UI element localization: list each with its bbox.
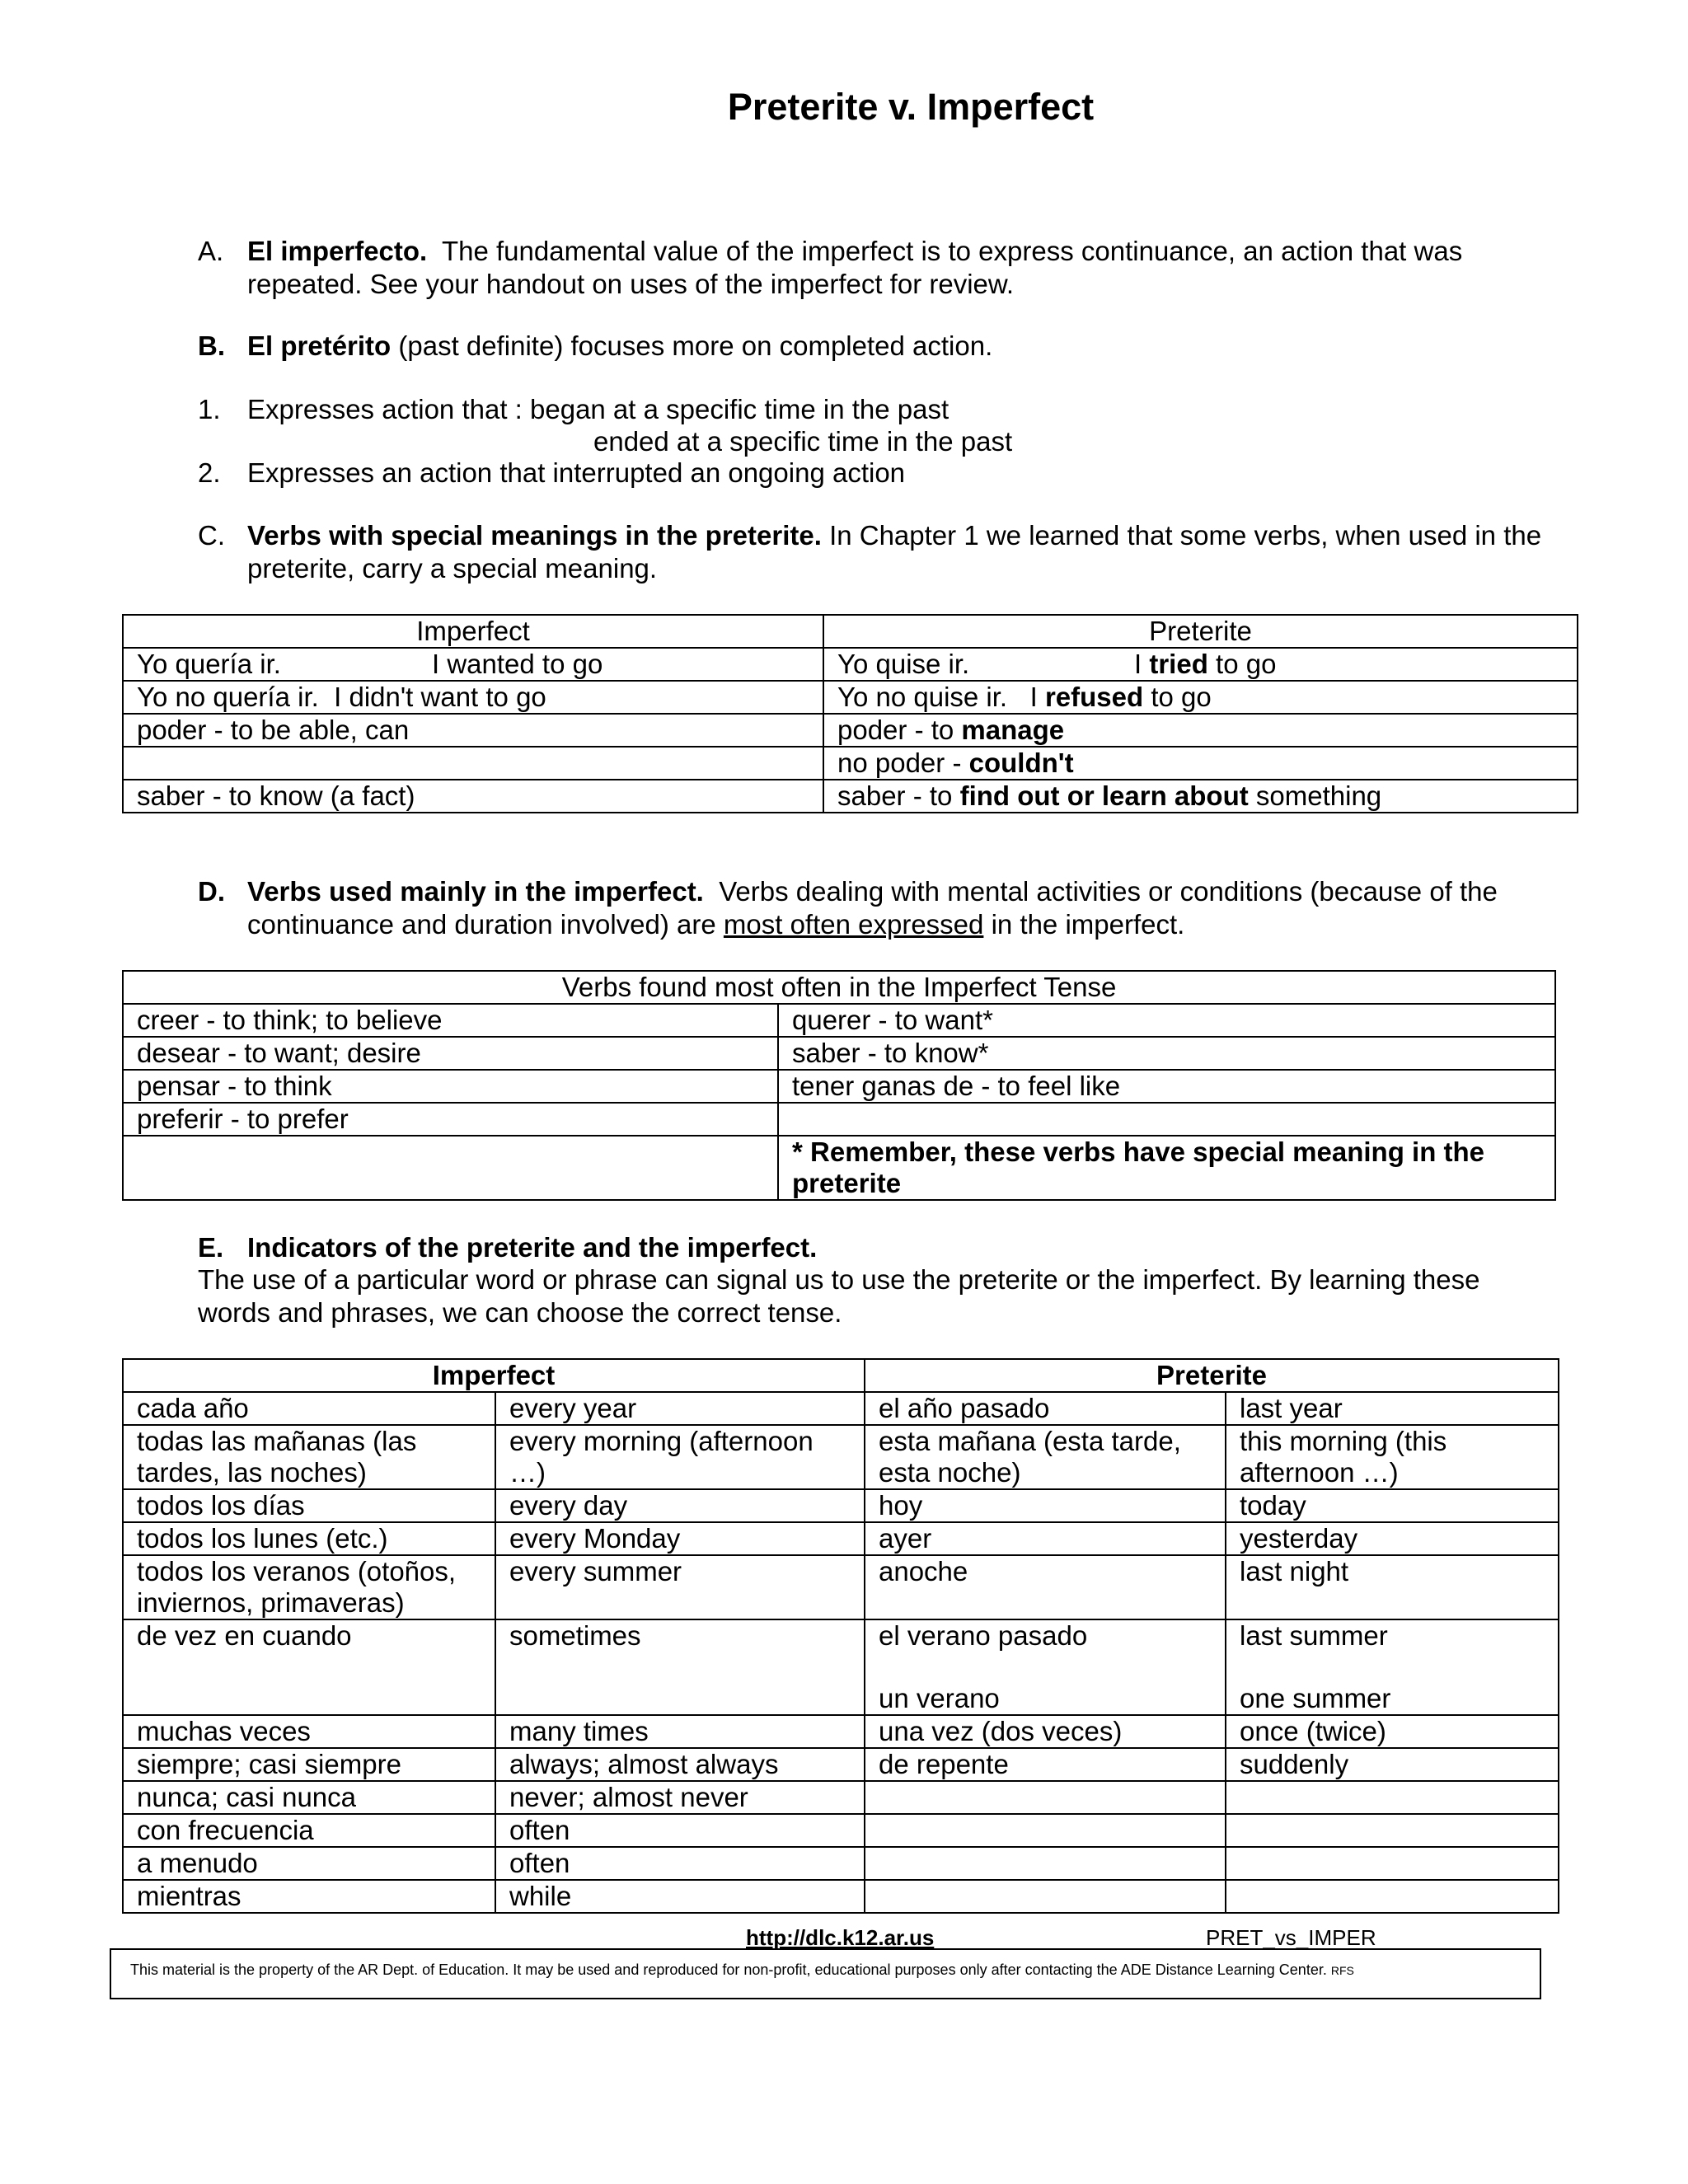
table-cell: con frecuencia xyxy=(123,1814,495,1847)
table-cell: todos los veranos (otoños, inviernos, primaveras) xyxy=(123,1555,495,1619)
table-cell: yesterday xyxy=(1226,1522,1559,1555)
section-b xyxy=(198,330,1533,363)
table-cell: anoche xyxy=(865,1555,1226,1619)
table-cell: while xyxy=(495,1880,865,1913)
table-row xyxy=(123,1425,1559,1489)
table-header-row xyxy=(123,615,1578,648)
table-cell: todas las mañanas (las tardes, las noches) xyxy=(123,1425,495,1489)
section-c-marker: C. xyxy=(198,520,225,551)
table-cell xyxy=(123,747,823,780)
page-title: Preterite v. Imperfect xyxy=(727,86,1095,128)
table-row xyxy=(123,1522,1559,1555)
table-cell: Yo quería ir. I wanted to go xyxy=(123,648,823,681)
table-header: Imperfect xyxy=(123,615,823,648)
table-cell: hoy xyxy=(865,1489,1226,1522)
table-row xyxy=(123,1004,1555,1037)
section-b-heading: El pretérito xyxy=(247,330,392,361)
table-row xyxy=(123,1489,1559,1522)
table-cell: every day xyxy=(495,1489,865,1522)
table-cell: de repente xyxy=(865,1748,1226,1781)
table-cell: siempre; casi siempre xyxy=(123,1748,495,1781)
list-item-text: Expresses action that : began at a specific time in the past xyxy=(247,394,950,424)
table-row xyxy=(123,681,1578,714)
table-cell: una vez (dos veces) xyxy=(865,1715,1226,1748)
table-row xyxy=(123,1070,1555,1103)
section-c-text: In Chapter 1 we learned that some verbs, when used in the preterite, carry a special meaning. xyxy=(247,520,1542,583)
table-cell: suddenly xyxy=(1226,1748,1559,1781)
table-row xyxy=(123,1847,1559,1880)
section-c xyxy=(198,519,1550,584)
table-cell xyxy=(1226,1880,1559,1913)
table-cell: a menudo xyxy=(123,1847,495,1880)
table-row xyxy=(123,1748,1559,1781)
table-cell: cada año xyxy=(123,1392,495,1425)
list-item-marker: 2. xyxy=(198,457,221,488)
table-cell: muchas veces xyxy=(123,1715,495,1748)
table-header-row xyxy=(123,971,1555,1004)
table-cell xyxy=(1226,1847,1559,1880)
table-row xyxy=(123,1392,1559,1425)
table-cell: el año pasado xyxy=(865,1392,1226,1425)
table-header: Preterite xyxy=(865,1359,1559,1392)
table-header: Verbs found most often in the Imperfect Tense xyxy=(123,971,1555,1004)
table-cell: no poder - couldn't xyxy=(823,747,1578,780)
author-initials: RFS xyxy=(1330,1964,1354,1977)
table-cell xyxy=(865,1781,1226,1814)
table-cell: querer - to want* xyxy=(778,1004,1555,1037)
footer-doc-code: PRET_vs_IMPER xyxy=(1206,1925,1376,1950)
imperfect-verbs-table xyxy=(122,970,1556,1201)
table-cell: mientras xyxy=(123,1880,495,1913)
indicators-table xyxy=(122,1358,1559,1914)
table-header-row xyxy=(123,1359,1559,1392)
table-cell: todos los lunes (etc.) xyxy=(123,1522,495,1555)
section-e-marker: E. xyxy=(198,1232,224,1263)
table-cell: desear - to want; desire xyxy=(123,1037,778,1070)
section-d-heading: Verbs used mainly in the imperfect. xyxy=(247,876,704,907)
table-cell: el verano pasado un verano xyxy=(865,1619,1226,1715)
table-row xyxy=(123,1555,1559,1619)
section-c-heading: Verbs with special meanings in the preterite. xyxy=(247,520,822,551)
table-row xyxy=(123,1136,1555,1200)
table-cell: last summer one summer xyxy=(1226,1619,1559,1715)
copyright-notice: This material is the property of the AR Dept. of Education. It may be used and reproduced for non-profit, educational purposes only after contacting the ADE Distance Learning Center. RFS xyxy=(130,1961,1354,1978)
table-cell: creer - to think; to believe xyxy=(123,1004,778,1037)
table-cell: Yo quise ir. I tried to go xyxy=(823,648,1578,681)
table-header: Imperfect xyxy=(123,1359,865,1392)
table-cell: often xyxy=(495,1814,865,1847)
table-cell: ayer xyxy=(865,1522,1226,1555)
table-cell: nunca; casi nunca xyxy=(123,1781,495,1814)
table-cell xyxy=(865,1847,1226,1880)
table-cell: always; almost always xyxy=(495,1748,865,1781)
section-d: D. Verbs used mainly in the imperfect. Verbs dealing with mental activities or conditions (because of the continuance and duration involved) are most often expressed in the imperfect. xyxy=(198,876,1498,940)
list-item xyxy=(198,457,1533,490)
table-cell: poder - to be able, can xyxy=(123,714,823,747)
section-a-heading: El imperfecto. xyxy=(247,236,428,266)
table-cell xyxy=(778,1103,1555,1136)
table-row xyxy=(123,1880,1559,1913)
table-cell: every Monday xyxy=(495,1522,865,1555)
table-row xyxy=(123,1715,1559,1748)
section-a-text: The fundamental value of the imperfect is to express continuance, an action that was repeated. See your handout on uses of the imperfect for review. xyxy=(247,236,1463,299)
table-row xyxy=(123,1781,1559,1814)
table-cell: every summer xyxy=(495,1555,865,1619)
table-cell: this morning (this afternoon …) xyxy=(1226,1425,1559,1489)
section-e xyxy=(198,1231,1550,1264)
table-cell: last year xyxy=(1226,1392,1559,1425)
table-row xyxy=(123,1037,1555,1070)
list-item-text: Expresses an action that interrupted an ongoing action xyxy=(247,457,906,488)
table-cell: today xyxy=(1226,1489,1559,1522)
section-b-marker: B. xyxy=(198,330,225,361)
table-cell: poder - to manage xyxy=(823,714,1578,747)
table-cell: every morning (afternoon …) xyxy=(495,1425,865,1489)
table-note: * Remember, these verbs have special meaning in the preterite xyxy=(778,1136,1555,1200)
table-cell xyxy=(1226,1781,1559,1814)
section-d-marker: D. xyxy=(198,876,225,907)
table-cell: once (twice) xyxy=(1226,1715,1559,1748)
section-e-text: The use of a particular word or phrase can signal us to use the preterite or the imperfect. By learning these words and phrases, we can choose the correct tense. xyxy=(198,1264,1480,1328)
table-cell: Yo no quería ir. I didn't want to go xyxy=(123,681,823,714)
table-cell: often xyxy=(495,1847,865,1880)
table-cell: todos los días xyxy=(123,1489,495,1522)
list-item-marker: 1. xyxy=(198,394,221,424)
section-a xyxy=(198,235,1533,300)
table-cell xyxy=(865,1814,1226,1847)
table-cell: last night xyxy=(1226,1555,1559,1619)
table-cell: every year xyxy=(495,1392,865,1425)
table-cell: preferir - to prefer xyxy=(123,1103,778,1136)
section-e-heading: Indicators of the preterite and the imperfect. xyxy=(247,1232,818,1263)
table-row xyxy=(123,714,1578,747)
table-cell: saber - to know (a fact) xyxy=(123,780,823,813)
table-cell: sometimes xyxy=(495,1619,865,1715)
table-cell: esta mañana (esta tarde, esta noche) xyxy=(865,1425,1226,1489)
table-header: Preterite xyxy=(823,615,1578,648)
table-cell: many times xyxy=(495,1715,865,1748)
section-a-marker: A. xyxy=(198,236,224,266)
table-row xyxy=(123,648,1578,681)
table-row xyxy=(123,1814,1559,1847)
table-row xyxy=(123,747,1578,780)
list-item-continuation: ended at a specific time in the past xyxy=(593,426,1013,457)
table-cell xyxy=(1226,1814,1559,1847)
section-b-text: (past definite) focuses more on completed action. xyxy=(398,330,993,361)
table-cell: pensar - to think xyxy=(123,1070,778,1103)
table-cell xyxy=(123,1136,778,1200)
table-cell: saber - to know* xyxy=(778,1037,1555,1070)
table-cell: Yo no quise ir. I refused to go xyxy=(823,681,1578,714)
table-cell: saber - to find out or learn about something xyxy=(823,780,1578,813)
table-row xyxy=(123,780,1578,813)
table-cell: tener ganas de - to feel like xyxy=(778,1070,1555,1103)
table-cell: never; almost never xyxy=(495,1781,865,1814)
underlined-phrase: most often expressed xyxy=(723,908,984,940)
table-cell xyxy=(865,1880,1226,1913)
table-cell: de vez en cuando xyxy=(123,1619,495,1715)
special-meanings-table xyxy=(122,614,1578,813)
list-item xyxy=(198,393,1533,426)
footer-url-link[interactable]: http://dlc.k12.ar.us xyxy=(746,1925,935,1950)
table-row xyxy=(123,1619,1559,1715)
table-row xyxy=(123,1103,1555,1136)
